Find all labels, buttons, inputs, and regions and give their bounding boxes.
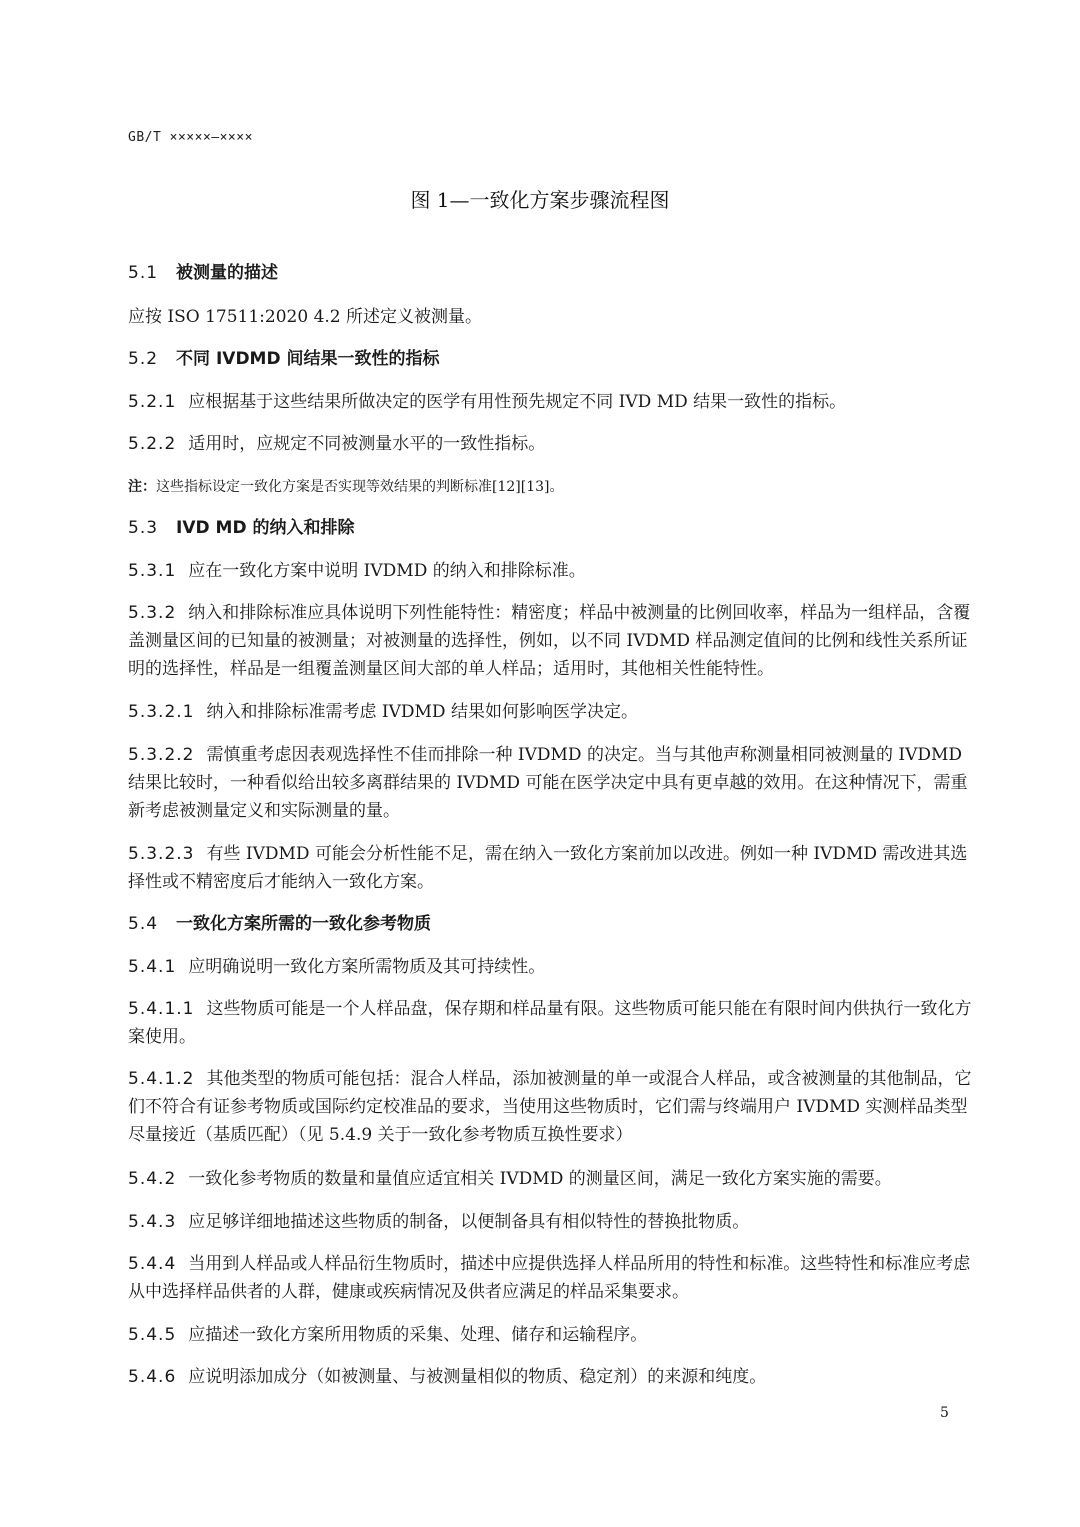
clause-number: 5.4.6 xyxy=(128,1367,177,1387)
clause-text: 应明确说明一致化方案所需物质及其可持续性。 xyxy=(188,957,546,977)
paragraph-5-4-4 xyxy=(128,1250,980,1306)
paragraph-5-4-2 xyxy=(128,1165,980,1193)
clause-number: 5.4.4 xyxy=(128,1254,177,1274)
clause-text: 应根据基于这些结果所做决定的医学有用性预先规定不同 IVD MD 结果一致性的指标。 xyxy=(188,392,847,412)
section-title: 不同 IVDMD 间结果一致性的指标 xyxy=(176,349,440,369)
paragraph-5-3-1 xyxy=(128,557,980,585)
clause-text: 当用到人样品或人样品衍生物质时，描述中应提供选择人样品所用的特性和标准。这些特性和标准应考虑从中选择样品供者的人群，健康或疾病情况及供者应满足的样品采集要求。 xyxy=(128,1254,971,1302)
page-number: 5 xyxy=(940,1405,949,1421)
paragraph-5-2-1 xyxy=(128,388,980,416)
paragraph-5-3-2 xyxy=(128,599,980,683)
clause-number: 5.4.5 xyxy=(128,1325,177,1345)
section-number: 5.4 xyxy=(128,914,159,934)
clause-text: 需慎重考虑因表观选择性不佳而排除一种 IVDMD 的决定。当与其他声称测量相同被测量的 IVDMD 结果比较时，一种看似给出较多离群结果的 IVDMD 可能在医学决定中具有更卓越的效用。在这种情况下，需重新考虑被测量定义和实际测量的量。 xyxy=(128,745,968,821)
note-text: 这些指标设定一致化方案是否实现等效结果的判断标准[12][13]。 xyxy=(156,479,564,495)
standard-code: GB/T ×××××—×××× xyxy=(128,130,253,145)
paragraph-5-3-2-1 xyxy=(128,698,980,726)
clause-number: 5.4.3 xyxy=(128,1212,177,1232)
paragraph-5-4-1-2 xyxy=(128,1065,980,1149)
section-title: 被测量的描述 xyxy=(176,263,279,283)
note-label: 注： xyxy=(128,479,156,495)
clause-number: 5.4.1.2 xyxy=(128,1069,195,1089)
clause-text: 纳入和排除标准需考虑 IVDMD 结果如何影响医学决定。 xyxy=(206,702,638,722)
paragraph-5-4-6 xyxy=(128,1363,980,1391)
clause-text: 有些 IVDMD 可能会分析性能不足，需在纳入一致化方案前加以改进。例如一种 IVDMD 需改进其选择性或不精密度后才能纳入一致化方案。 xyxy=(128,844,968,892)
clause-text: 这些物质可能是一个人样品盘，保存期和样品量有限。这些物质可能只能在有限时间内供执行一致化方案使用。 xyxy=(128,999,972,1047)
section-heading-5-1 xyxy=(128,259,980,287)
section-number: 5.1 xyxy=(128,263,159,283)
clause-number: 5.2.2 xyxy=(128,434,177,454)
section-title: IVD MD 的纳入和排除 xyxy=(176,518,355,538)
section-number: 5.3 xyxy=(128,518,159,538)
section-number: 5.2 xyxy=(128,349,159,369)
section-heading-5-2 xyxy=(128,345,980,373)
clause-text: 一致化参考物质的数量和量值应适宜相关 IVDMD 的测量区间，满足一致化方案实施的需要。 xyxy=(188,1169,892,1189)
paragraph-5-4-3 xyxy=(128,1208,980,1236)
section-heading-5-4 xyxy=(128,910,980,938)
figure-caption: 图 1—一致化方案步骤流程图 xyxy=(410,188,670,212)
paragraph-5-1: 应按 ISO 17511:2020 4.2 所述定义被测量。 xyxy=(128,307,483,327)
paragraph-5-3-2-3 xyxy=(128,840,980,896)
clause-text: 应足够详细地描述这些物质的制备，以便制备具有相似特性的替换批物质。 xyxy=(188,1212,750,1232)
paragraph-5-4-1-1 xyxy=(128,995,980,1051)
clause-text: 应描述一致化方案所用物质的采集、处理、储存和运输程序。 xyxy=(188,1325,648,1345)
note xyxy=(128,473,980,501)
section-heading-5-3 xyxy=(128,514,980,542)
clause-number: 5.3.2.2 xyxy=(128,745,195,765)
clause-text: 应在一致化方案中说明 IVDMD 的纳入和排除标准。 xyxy=(188,561,586,581)
clause-number: 5.3.2.1 xyxy=(128,702,195,722)
clause-number: 5.4.2 xyxy=(128,1169,177,1189)
clause-number: 5.3.2.3 xyxy=(128,844,195,864)
clause-text: 其他类型的物质可能包括：混合人样品，添加被测量的单一或混合人样品，或含被测量的其他制品，它们不符合有证参考物质或国际约定校准品的要求，当使用这些物质时，它们需与终端用户 IVDMD 实测样品类型尽量接近（基质匹配）（见 5.4.9 关于一致化参考物质互换性要求） xyxy=(128,1069,972,1145)
clause-text: 适用时，应规定不同被测量水平的一致性指标。 xyxy=(188,434,546,454)
clause-text: 应说明添加成分（如被测量、与被测量相似的物质、稳定剂）的来源和纯度。 xyxy=(188,1367,767,1387)
clause-number: 5.3.1 xyxy=(128,561,177,581)
paragraph-5-2-2 xyxy=(128,430,980,458)
clause-text: 纳入和排除标准应具体说明下列性能特性：精密度；样品中被测量的比例回收率，样品为一组样品，含覆盖测量区间的已知量的被测量；对被测量的选择性，例如，以不同 IVDMD 样品测定值间的比例和线性关系所证明的选择性，样品是一组覆盖测量区间大部的单人样品；适用时，其他相关性能特性。 xyxy=(128,603,971,679)
clause-number: 5.3.2 xyxy=(128,603,177,623)
paragraph-5-4-5 xyxy=(128,1321,980,1349)
paragraph-5-3-2-2 xyxy=(128,741,980,825)
paragraph-5-4-1 xyxy=(128,953,980,981)
clause-number: 5.4.1.1 xyxy=(128,999,195,1019)
section-title: 一致化方案所需的一致化参考物质 xyxy=(176,914,432,934)
clause-number: 5.2.1 xyxy=(128,392,177,412)
clause-number: 5.4.1 xyxy=(128,957,177,977)
